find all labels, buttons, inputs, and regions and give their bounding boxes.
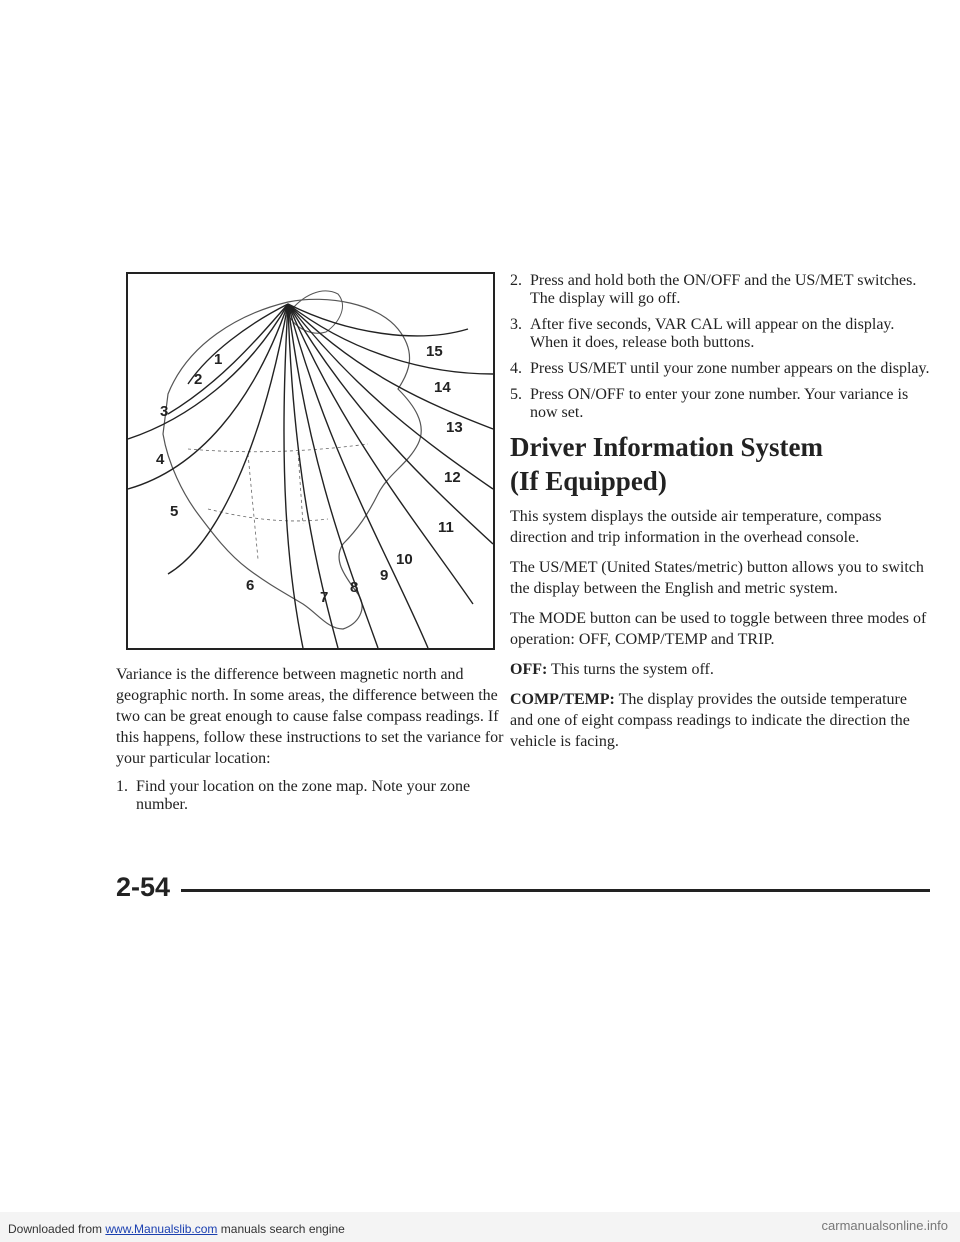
- zone-label-7: 7: [320, 589, 329, 606]
- download-suffix: manuals search engine: [217, 1222, 345, 1236]
- step-text: Press US/MET until your zone number appears on the display.: [530, 360, 930, 377]
- step-3: [510, 316, 930, 352]
- step-text: Find your location on the zone map. Note your zone number.: [136, 778, 471, 813]
- heading-line-1: Driver Information System: [510, 432, 823, 462]
- zone-label-3: 3: [160, 403, 169, 420]
- footer-rule: [181, 889, 930, 892]
- zone-label-12: 12: [444, 469, 461, 486]
- comptemp-description: [510, 689, 930, 752]
- step-number: 2.: [510, 272, 522, 289]
- step-text: Press ON/OFF to enter your zone number. Your variance is now set.: [530, 386, 909, 421]
- variance-intro: Variance is the difference between magnetic north and geographic north. In some areas, the difference between the two can be great enough to cause false compass readings. If this happens, follow these instructions to set the variance for your particular location:: [116, 666, 504, 767]
- step-text: After five seconds, VAR CAL will appear on the display. When it does, release both buttons.: [530, 316, 895, 351]
- right-column: [510, 272, 930, 761]
- zone-label-9: 9: [380, 567, 389, 584]
- comptemp-text: The display provides the outside temperature and one of eight compass readings to indicate the direction the vehicle is facing.: [510, 691, 910, 750]
- step-2: [510, 272, 930, 308]
- comptemp-term: COMP/TEMP:: [510, 691, 615, 708]
- step-number: 4.: [510, 360, 522, 377]
- zone-label-11: 11: [438, 519, 454, 536]
- step-5: [510, 386, 930, 422]
- usmet-description: The US/MET (United States/metric) button allows you to switch the display between the English and metric system.: [510, 559, 924, 597]
- site-watermark: carmanualsonline.info: [821, 1218, 948, 1233]
- zone-map-figure: [126, 272, 495, 650]
- zone-numbers: [156, 343, 463, 606]
- zone-label-8: 8: [350, 579, 359, 596]
- off-term: OFF:: [510, 661, 548, 678]
- zone-label-10: 10: [396, 551, 413, 568]
- heading-line-2: (If Equipped): [510, 466, 667, 496]
- zone-label-15: 15: [426, 343, 443, 360]
- zone-label-4: 4: [156, 451, 165, 468]
- manualslib-link[interactable]: www.Manualslib.com: [105, 1222, 218, 1236]
- zone-label-13: 13: [446, 419, 463, 436]
- zone-label-6: 6: [246, 577, 255, 594]
- left-column: [116, 664, 504, 822]
- download-notice: [8, 1222, 345, 1236]
- step-number: 1.: [116, 778, 128, 795]
- zone-label-2: 2: [194, 371, 203, 388]
- zone-label-14: 14: [434, 379, 451, 396]
- off-description: [510, 659, 930, 680]
- step-1: [116, 778, 504, 814]
- step-4: [510, 360, 930, 378]
- step-number: 5.: [510, 386, 522, 403]
- off-text: This turns the system off.: [547, 661, 714, 678]
- download-prefix: Downloaded from: [8, 1222, 106, 1236]
- zone-map-svg: [128, 274, 493, 648]
- dis-description: This system displays the outside air temperature, compass direction and trip information in the overhead console.: [510, 508, 882, 546]
- section-heading: [510, 430, 930, 498]
- page-number: 2-54: [116, 872, 171, 902]
- mode-description: The MODE button can be used to toggle between three modes of operation: OFF, COMP/TEMP and TRIP.: [510, 610, 927, 648]
- zone-label-1: 1: [214, 351, 223, 368]
- zone-label-5: 5: [170, 503, 179, 520]
- step-text: Press and hold both the ON/OFF and the US/MET switches. The display will go off.: [530, 272, 917, 307]
- step-number: 3.: [510, 316, 522, 333]
